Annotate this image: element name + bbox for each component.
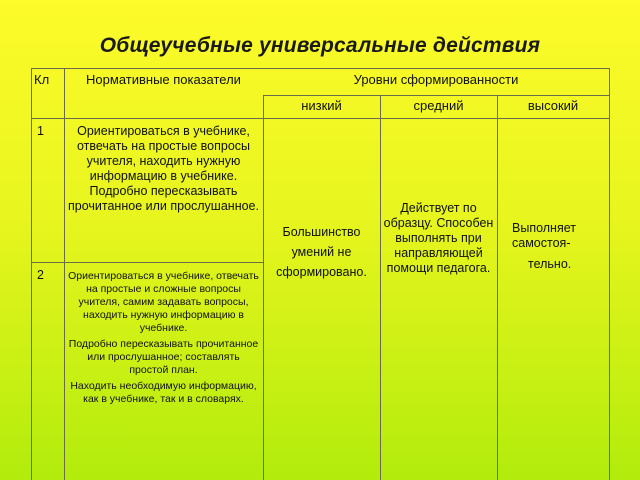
row-2-indicator-part-3: Находить необходимую информацию, как в учебнике, так и в словарях. [70, 380, 257, 405]
row-2-grade: 2 [37, 268, 44, 282]
row-2-indicator [67, 270, 260, 406]
row-2-indicator-part-1: Ориентироваться в учебнике, отвечать на простые и сложные вопросы учителя, самим задавать вопросы, находить нужную информацию в учебнике. [68, 270, 259, 334]
level-high-line-2: тельно. [528, 257, 572, 271]
level-high-text [500, 221, 606, 272]
header-medium: средний [413, 98, 464, 113]
row-1-indicator: Ориентироваться в учебнике, отвечать на простые вопросы учителя, находить нужную информацию в учебнике. Подробно пересказывать прочитанное или прослушанное. [68, 124, 259, 213]
page-title: Общеучебные универсальные действия [99, 34, 541, 57]
header-grade: Кл [34, 72, 50, 87]
level-low-text: Большинство умений не сформировано. [276, 225, 367, 279]
level-high-line-1: Выполняет самостоя- [512, 221, 576, 250]
header-levels: Уровни сформированности [353, 72, 519, 87]
header-low: низкий [301, 98, 342, 113]
row-2-indicator-part-2: Подробно пересказывать прочитанное или прослушанное; составлять простой план. [68, 338, 259, 376]
header-high: высокий [527, 98, 579, 113]
level-medium-text: Действует по образцу. Способен выполнять при направляющей помощи педагога. [383, 201, 494, 275]
row-1-grade: 1 [37, 124, 44, 138]
header-indicators: Нормативные показатели [86, 72, 241, 87]
